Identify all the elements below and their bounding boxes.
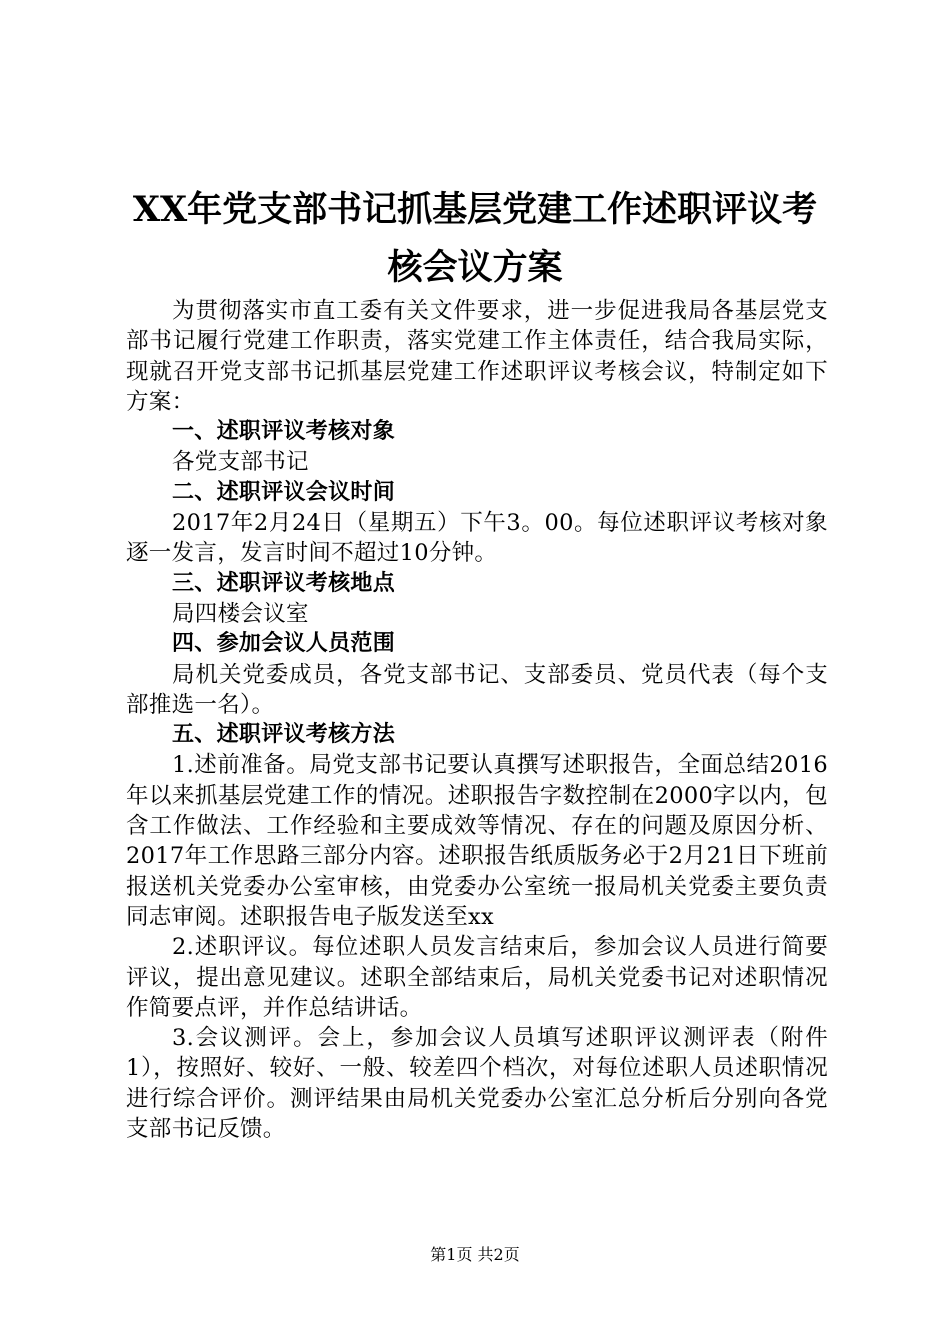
section-3-paragraph: 局四楼会议室 [172,600,309,627]
document-body [126,296,828,1144]
page-footer: 第1页 共2页 [430,1245,520,1264]
document-title-line-1: XX年党支部书记抓基层党建工作述职评议考 [132,189,818,230]
section-4-paragraph: 局机关党委成员，各党支部书记、支部委员、党员代表（每个支部推选一名）。 [126,661,828,718]
document-title-line-2: 核会议方案 [387,247,563,288]
section-5-paragraph-1: 1.述前准备。局党支部书记要认真撰写述职报告，全面总结2016年以来抓基层党建工作的情况。述职报告字数控制在2000字以内，包含工作做法、工作经验和主要成效等情况、存在的问题及原因分析、2017年工作思路三部分内容。述职报告纸质版务必于2月21日下班前报送机关党委办公室审核，由党委办公室统一报局机关党委主要负责同志审阅。述职报告电子版发送至xx [126,752,828,930]
section-heading-3: 三、述职评议考核地点 [172,570,396,596]
section-1-paragraph: 各党支部书记 [172,449,309,476]
section-5-paragraph-2: 2.述职评议。每位述职人员发言结束后，参加会议人员进行简要评议，提出意见建议。述职全部结束后，局机关党委书记对述职情况作简要点评，并作总结讲话。 [126,934,828,1021]
section-heading-5: 五、述职评议考核方法 [172,722,396,748]
section-heading-4: 四、参加会议人员范围 [172,631,396,657]
intro-paragraph: 为贯彻落实市直工委有关文件要求，进一步促进我局各基层党支部书记履行党建工作职责，落实党建工作主体责任，结合我局实际，现就召开党支部书记抓基层党建工作述职评议考核会议，特制定如下方案： [126,298,828,415]
section-2-paragraph: 2017年2月24日（星期五）下午3。00。每位述职评议考核对象逐一发言，发言时间不超过10分钟。 [126,510,828,567]
section-heading-1: 一、述职评议考核对象 [172,419,396,445]
section-heading-2: 二、述职评议会议时间 [172,479,396,505]
section-5-paragraph-3: 3.会议测评。会上，参加会议人员填写述职评议测评表（附件1），按照好、较好、一般、较差四个档次，对每位述职人员述职情况进行综合评价。测评结果由局机关党委办公室汇总分析后分别向各党支部书记反馈。 [126,1025,828,1143]
